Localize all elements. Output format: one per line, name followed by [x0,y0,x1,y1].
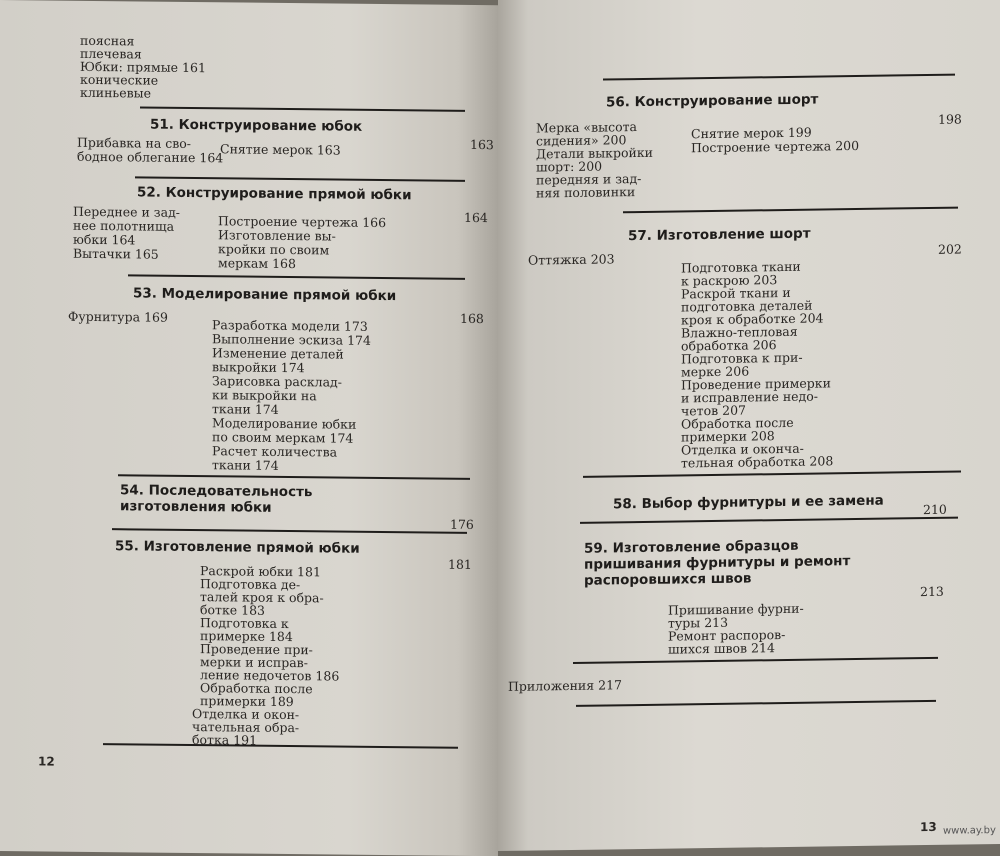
entry: Мерка «высота [536,119,637,136]
entry: Фурнитура 169 [68,308,168,325]
entry: Обработка после [681,414,794,432]
entry: нее полотнища [73,217,175,234]
entry: Раскрой юбки 181 [200,563,321,580]
section-59-page: 213 [920,583,944,600]
entry: кройки по своим [218,241,330,258]
section-53-title: 53. Моделирование прямой юбки [133,285,397,305]
entry: Построение чертежа 166 [218,213,387,231]
entry: ткани 174 [212,401,279,417]
entry: Прибавка на сво- [77,134,192,152]
section-56-title: 56. Конструирование шорт [606,91,819,111]
entry: четов 207 [681,402,746,419]
entry: сидения» 200 [536,132,627,149]
section-54-title: 54. Последовательность [120,482,313,501]
entry: и исправление недо- [681,388,819,406]
section-51-page: 163 [470,136,494,153]
entry: бодное облегание 164 [77,148,224,166]
entry: талей кроя к обра- [200,589,324,606]
entry: примерки 208 [681,428,775,445]
entry: Изменение деталей [212,345,344,362]
entry: Изготовление вы- [218,227,336,244]
entry: передняя и зад- [536,170,642,188]
entry: Переднее и зад- [73,203,180,220]
entry: поясная [80,32,135,49]
left-page [0,0,498,856]
section-rule [103,743,458,749]
section-57-page: 202 [938,241,962,257]
entry: примерки 189 [200,693,294,710]
section-rule [573,657,938,664]
entry: Зарисовка расклад- [212,373,342,390]
section-rule [580,517,958,524]
section-58-title: 58. Выбор фурнитуры и ее замена [613,492,884,513]
section-59-title-cont: распоровшихся швов [584,570,752,589]
entry: к раскрою 203 [681,272,778,289]
section-rule [623,207,958,214]
entry: ки выкройки на [212,387,317,404]
section-54-page: 176 [450,516,474,532]
entry: кроя к обработке 204 [681,310,824,328]
entry: Разработка модели 173 [212,317,368,334]
entry: Подготовка к [200,615,289,632]
section-57-title: 57. Изготовление шорт [628,225,811,245]
entry: ление недочетов 186 [200,667,340,684]
section-58-page: 210 [923,501,947,518]
top-items [0,0,498,101]
entry: тельная обработка 208 [681,453,834,471]
entry: Оттяжка 203 [528,251,615,268]
entry: Раскрой ткани и [681,284,791,302]
right-page [498,0,1000,851]
entry: Подготовка ткани [681,258,801,276]
section-55-page: 181 [448,556,472,572]
section-52-page: 164 [464,209,488,226]
entry: по своим меркам 174 [212,429,354,446]
entry: Юбки: прямые 161 [80,58,206,76]
entry: Ремонт распоров- [668,626,786,644]
entry: чательная обра- [192,719,300,736]
entry: клиньевые [80,84,152,101]
entry: Проведение при- [200,641,313,658]
section-59-title-cont: пришивания фурнитуры и ремонт [584,553,851,573]
entry: Отделка и окон- [192,706,300,723]
page-number: 12 [38,754,55,769]
section-rule [603,74,955,81]
entry: мерки и исправ- [200,654,308,671]
entry: конические [80,71,159,88]
entry: подготовка деталей [681,297,813,315]
entry: Влажно-тепловая [681,323,798,341]
section-rule [118,474,470,480]
section-55-title: 55. Изготовление прямой юбки [115,538,360,557]
entry: ботка 191 [192,732,258,748]
entry: мерке 206 [681,363,750,380]
entry: Выполнение эскиза 174 [212,331,371,348]
entry: юбки 164 [73,231,136,248]
entry: Вытачки 165 [73,245,159,262]
entry: Расчет количества [212,443,338,460]
section-52-title: 52. Конструирование прямой юбки [137,184,412,204]
appendix-entry: Приложения 217 [508,677,622,694]
entry: няя половинки [536,184,636,201]
entry: Снятие мерок 163 [220,141,341,158]
entry: меркам 168 [218,255,296,272]
entry: Отделка и оконча- [681,440,804,458]
entry: туры 213 [668,614,729,631]
section-rule [140,106,465,111]
section-54-title-cont: изготовления юбки [120,498,272,516]
entry: Моделирование юбки [212,415,357,432]
entry: примерке 184 [200,628,293,645]
entry: Подготовка к при- [681,349,803,367]
entry: Обработка после [200,680,313,697]
section-rule [583,471,961,478]
section-51-title: 51. Конструирование юбок [150,116,363,135]
section-rule [135,176,465,181]
section-rule [576,700,936,707]
entry: плечевая [80,45,142,62]
section-53-page: 168 [460,310,484,327]
entry: Снятие мерок 199 [691,124,812,142]
entry: выкройки 174 [212,359,305,376]
entry: ботке 183 [200,602,266,618]
entry: шихся швов 214 [668,640,775,657]
section-56-page: 198 [938,111,962,127]
entry: Подготовка де- [200,576,301,593]
section-rule [112,528,467,534]
entry: Проведение примерки [681,375,831,393]
section-59-title: 59. Изготовление образцов [584,537,799,557]
entry: Детали выкройки [536,144,653,162]
entry: ткани 174 [212,457,279,473]
entry: Пришивание фурни- [668,600,804,618]
watermark: www.ay.by [943,825,996,837]
entry: Построение чертежа 200 [691,137,860,156]
entry: шорт: 200 [536,158,603,175]
page-number: 13 [920,819,937,835]
section-rule [128,274,465,280]
entry: обработка 206 [681,337,777,354]
